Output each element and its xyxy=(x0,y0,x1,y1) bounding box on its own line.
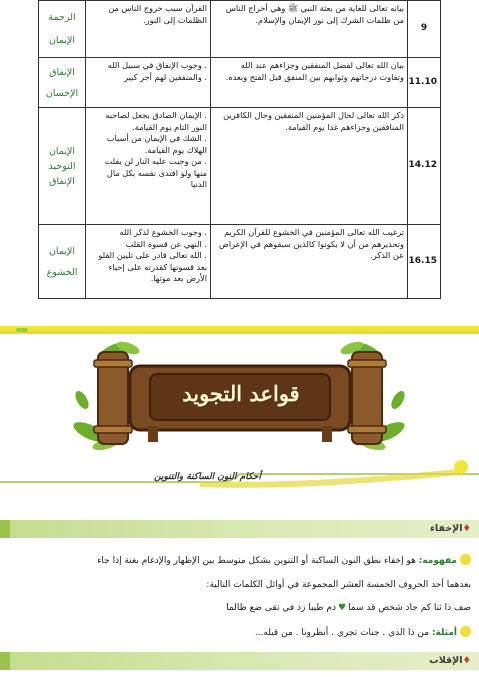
value-item: الخشوع xyxy=(46,266,78,278)
lessons-cell xyxy=(86,225,211,299)
section-heading: أحكام النون الساكنة والتنوين xyxy=(154,472,261,482)
ikhfa-examples: أمثلة: من ذا الذي . جنات تجري . أنظرونا . من قبله... xyxy=(5,626,471,640)
lesson-point: . وجوب الخشوع لذكر الله xyxy=(119,227,207,237)
lessons-cell xyxy=(86,108,211,225)
lesson-point: القرآن سبب خروج الناس من الظلمات إلى النور. xyxy=(108,3,207,25)
section-bullet xyxy=(454,460,468,474)
verse-number: 9 xyxy=(408,1,441,58)
iqlab-label: ♦الإقلاب xyxy=(429,655,471,666)
verse-content: ترغيب الله تعالى المؤمنين في الخشوع للقرآن الكريم وتحذيرهم من أن لا يكونوا كالذين سبقوهم في الإعراض عن الذكر. xyxy=(211,225,408,299)
verse-number: 14.12 xyxy=(408,108,441,225)
lesson-point: . من وجبت عليه النار لن يفلت منها ولو افتدى نفسه بكل مال الدنيا xyxy=(104,156,207,189)
iqlab-bar xyxy=(0,652,479,670)
heart-icon: ♥ xyxy=(337,603,347,613)
value-item: الإحسان xyxy=(45,87,79,99)
ikhfa-definition-cont: بعدهما أحد الحروف الخمسة العشر المجموعة في أوائل الكلمات التالية: xyxy=(206,580,471,590)
verse-content: بيان الله تعالى لفضل المنفقين وجزاءهم عند الله وتفاوت درجاتهم وثوابهم بين المنفق قبل الفتح وبعده. xyxy=(211,58,408,108)
table-row xyxy=(39,1,441,58)
value-item: الرحمة xyxy=(48,12,76,23)
lesson-point: . وجوب الإنفاق في سبيل الله xyxy=(107,60,207,70)
lesson-point: . الشك في الإيمان من أسباب الهلاك يوم القيامة. xyxy=(106,133,207,155)
lessons-cell xyxy=(86,58,211,108)
values-cell xyxy=(39,225,86,299)
verse-content: بيانه تعالى للغاية من بعثة النبي ﷺ وهي أخراج الناس من ظلمات الشرك إلى نور الإيمان والإسلام. xyxy=(211,1,408,58)
bar-tab xyxy=(0,652,10,670)
value-item: الإيمان xyxy=(48,145,76,157)
verse-number: 16.15 xyxy=(408,225,441,299)
value-item: التوحيد xyxy=(48,160,76,172)
table-row xyxy=(39,108,441,225)
bullet-icon xyxy=(460,626,471,637)
value-item: الإيمان xyxy=(48,245,76,257)
ikhfa-bar xyxy=(0,520,479,538)
ikhfa-label: ♦الإخفاء xyxy=(430,523,471,534)
value-item: الإنفاق xyxy=(49,175,75,187)
value-item: الإيمان xyxy=(48,35,76,46)
ikhfa-definition: مفهومه: هو إخفاء نطق النون الساكنة أو التنوين بشكل متوسط بين الإظهار والإدغام بغنة إذا جاء xyxy=(5,554,471,568)
separator-accent xyxy=(16,328,28,332)
banner-title: قواعد التجويد xyxy=(182,381,300,406)
lesson-point: . الإيمان الصادق يجعل لصاحبه النور التام يوم القيامة. xyxy=(105,110,207,132)
lessons-cell xyxy=(86,1,211,58)
lesson-point: . النهي عن قسوة القلب xyxy=(125,238,207,249)
bullet-icon xyxy=(460,554,471,565)
values-table xyxy=(38,0,441,299)
verse-content: ذكر الله تعالى لحال المؤمنين المنفقين وحال الكافرين المنافقين وجزاءهم غدا يوم القيامة. xyxy=(211,108,408,225)
table-row xyxy=(39,58,441,108)
yellow-separator xyxy=(0,326,479,334)
values-cell xyxy=(39,1,86,58)
bar-tab xyxy=(0,520,10,538)
verse-number: 11.10 xyxy=(408,58,441,108)
lesson-point: . والمنفقين لهم أجر كبير xyxy=(124,71,207,82)
lesson-point: . الله تعالى قادر على تليين القلو بعد قسوتها كقدرته على إحياء الأرض بعد موتها. xyxy=(98,250,207,283)
table-row xyxy=(39,225,441,299)
ikhfa-letters: صف ذا ثنا كم جاد شخص قد سما♥دم طيبا زد في تقى ضع ظالما xyxy=(226,603,471,613)
values-cell xyxy=(39,108,86,225)
values-cell xyxy=(39,58,86,108)
value-item: الإنفاق xyxy=(49,66,75,78)
